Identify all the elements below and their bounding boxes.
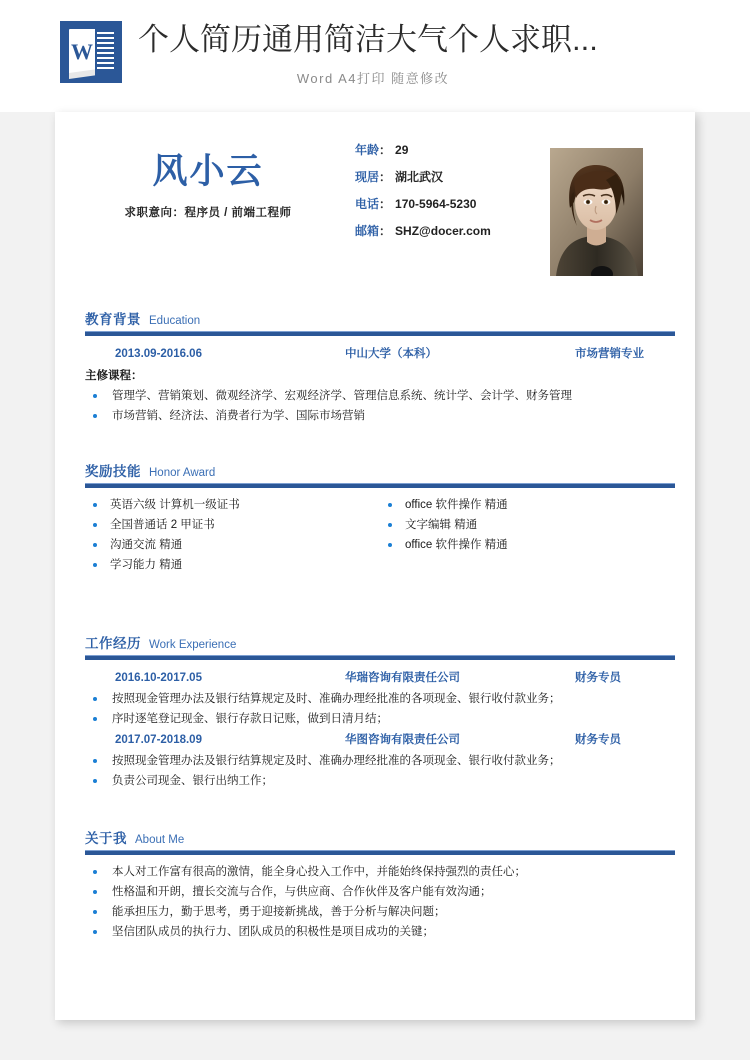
banner-text-block <box>138 18 608 87</box>
section-title-en-work: Work Experience <box>149 639 237 651</box>
applicant-name: 风小云 <box>152 152 264 191</box>
education-row <box>85 343 675 365</box>
list-item: 全国普通话 2 甲证书 <box>85 515 380 535</box>
contact-row-email <box>355 223 535 239</box>
contact-label-location: 现居 <box>355 170 380 184</box>
work-title: 财务专员 <box>575 734 621 746</box>
section-header-education <box>85 308 675 331</box>
word-icon-letter: W <box>71 39 93 64</box>
work-duties-1 <box>85 689 675 729</box>
work-row-2 <box>85 729 675 751</box>
job-intent: 求职意向：程序员 / 前端工程师 <box>124 207 292 219</box>
list-item: 学习能力 精通 <box>85 555 380 575</box>
list-item: 市场营销、经济法、消费者行为学、国际市场营销 <box>85 406 675 426</box>
banner-content <box>60 18 608 87</box>
section-divider-education <box>85 331 675 336</box>
honor-list-left <box>85 495 380 575</box>
section-title-cn-honor: 奖励技能 <box>85 464 141 479</box>
work-company: 华瑞咨询有限责任公司 <box>345 672 460 684</box>
list-item: 性格温和开朗，擅长交流与合作，与供应商、合作伙伴及客户能有效沟通； <box>85 882 675 902</box>
list-item: office 软件操作 精通 <box>380 535 675 555</box>
work-title: 财务专员 <box>575 672 621 684</box>
contact-row-location <box>355 169 535 185</box>
page-subtitle: Word A4打印 随意修改 <box>296 71 450 86</box>
name-block <box>83 150 333 220</box>
education-school: 中山大学（本科） <box>345 348 437 360</box>
contact-label-email: 邮箱 <box>355 224 380 238</box>
section-divider-honor <box>85 483 675 488</box>
work-item <box>85 667 675 729</box>
contact-row-age <box>355 142 535 158</box>
list-item: 坚信团队成员的执行力、团队成员的积极性是项目成功的关键； <box>85 922 675 942</box>
courses-list <box>85 386 675 426</box>
page-banner <box>0 0 750 112</box>
section-title-cn-about: 关于我 <box>85 831 127 846</box>
contact-value-location: 湖北武汉 <box>395 170 444 184</box>
list-item: 沟通交流 精通 <box>85 535 380 555</box>
section-title-en-about: About Me <box>135 834 185 846</box>
resume-page <box>55 112 695 1020</box>
section-header-about <box>85 827 675 850</box>
work-row-1 <box>85 667 675 689</box>
list-item: 能承担压力，勤于思考，勇于迎接新挑战，善于分析与解决问题； <box>85 902 675 922</box>
page-title: 个人简历通用简洁大气个人求职... <box>138 22 598 57</box>
section-title-en-education: Education <box>149 315 201 327</box>
honor-column-left <box>85 495 380 575</box>
list-item: 按照现金管理办法及银行结算规定及时、准确办理经批准的各项现金、银行收付款业务； <box>85 689 675 709</box>
list-item: 英语六级 计算机一级证书 <box>85 495 380 515</box>
contact-value-phone: 170-5964-5230 <box>395 197 477 211</box>
honor-column-right <box>380 495 675 575</box>
work-date: 2017.07-2018.09 <box>115 734 202 746</box>
section-title-cn-education: 教育背景 <box>85 312 141 327</box>
list-item: 负责公司现金、银行出纳工作； <box>85 771 675 791</box>
section-title-en-honor: Honor Award <box>149 467 216 479</box>
section-title-cn-work: 工作经历 <box>85 636 141 651</box>
section-header-honor <box>85 460 675 483</box>
education-date: 2013.09-2016.06 <box>115 348 202 360</box>
education-major: 市场营销专业 <box>575 348 644 360</box>
avatar <box>550 148 643 276</box>
list-item: 文字编辑 精通 <box>380 515 675 535</box>
about-list <box>85 862 675 942</box>
contact-row-phone <box>355 196 535 212</box>
section-education <box>85 308 675 426</box>
contact-label-phone: 电话 <box>355 197 380 211</box>
section-honor-award <box>85 460 675 575</box>
list-item: 按照现金管理办法及银行结算规定及时、准确办理经批准的各项现金、银行收付款业务； <box>85 751 675 771</box>
section-header-work <box>85 632 675 655</box>
contact-value-email: SHZ@docer.com <box>395 224 491 238</box>
list-item: 本人对工作富有很高的激情，能全身心投入工作中，并能始终保持强烈的责任心； <box>85 862 675 882</box>
resume-header <box>55 112 695 292</box>
section-work-experience <box>85 632 675 791</box>
contact-list <box>355 142 535 250</box>
section-divider-work <box>85 655 675 660</box>
work-date: 2016.10-2017.05 <box>115 672 202 684</box>
list-item: 管理学、营销策划、微观经济学、宏观经济学、管理信息系统、统计学、会计学、财务管理 <box>85 386 675 406</box>
contact-value-age: 29 <box>395 143 409 157</box>
word-document-icon <box>60 21 122 83</box>
work-duties-2 <box>85 751 675 791</box>
contact-colon-location: ： <box>379 170 392 184</box>
contact-colon-email: ： <box>379 224 392 238</box>
work-item <box>85 729 675 791</box>
list-item: 序时逐笔登记现金、银行存款日记账，做到日清月结； <box>85 709 675 729</box>
courses-label: 主修课程： <box>85 370 143 382</box>
list-item: office 软件操作 精通 <box>380 495 675 515</box>
work-company: 华图咨询有限责任公司 <box>345 734 460 746</box>
contact-colon-phone: ： <box>379 197 392 211</box>
honor-list-right <box>380 495 675 555</box>
section-divider-about <box>85 850 675 855</box>
contact-label-age: 年龄 <box>355 143 380 157</box>
avatar-image <box>550 148 643 276</box>
word-icon-lines <box>97 32 114 72</box>
contact-colon-age: ： <box>379 143 392 157</box>
section-about-me <box>85 827 675 942</box>
honor-columns <box>85 495 675 575</box>
